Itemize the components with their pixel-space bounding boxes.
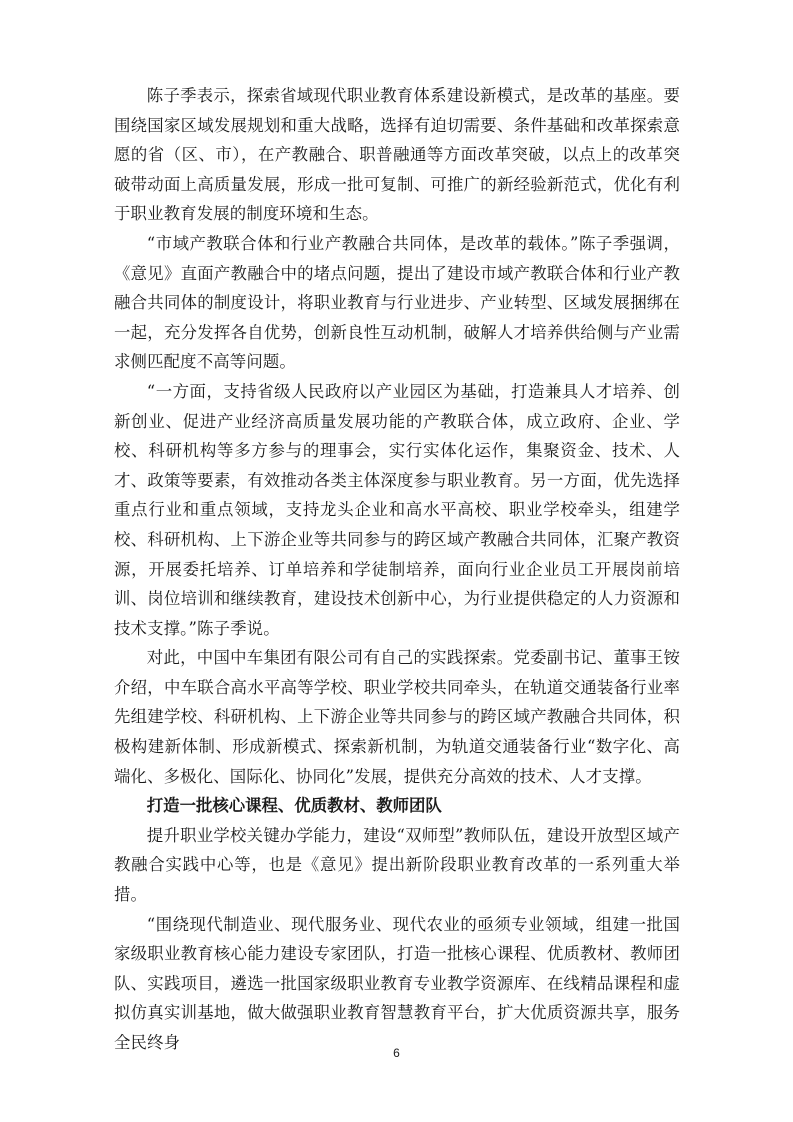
paragraph-5: 提升职业学校关键办学能力，建设“双师型”教师队伍，建设开放型区域产教融合实践中心等，也是《意见》提出新阶段职业教育改革的一系列重大举措。 — [114, 825, 680, 905]
paragraph-6: “围绕现代制造业、现代服务业、现代农业的亟须专业领域，组建一批国家级职业教育核心能力建设专家团队，打造一批核心课程、优质教材、教师团队、实践项目，遴选一批国家级职业教育专业教学资源库、在线精品课程和虚拟仿真实训基地，做大做强职业教育智慧教育平台，扩大优质资源共享，服务全民终身 — [114, 914, 680, 1052]
page-number: 6 — [393, 1046, 400, 1060]
paragraph-2: “市域产教联合体和行业产教融合共同体，是改革的载体。”陈子季强调，《意见》直面产教融合中的堵点问题，提出了建设市域产教联合体和行业产教融合共同体的制度设计，将职业教育与行业进步、产业转型、区域发展捆绑在一起，充分发挥各自优势，创新良性互动机制，破解人才培养供给侧与产业需求侧匹配度不高等问题。 — [114, 233, 680, 372]
paragraph-4: 对此，中国中车集团有限公司有自己的实践探索。党委副书记、董事王铵介绍，中车联合高水平高等学校、职业学校共同牵头，在轨道交通装备行业率先组建学校、科研机构、上下游企业等共同参与的跨区域产教融合共同体，积极构建新体制、形成新模式、探索新机制，为轨道交通装备行业“数字化、高端化、多极化、国际化、协同化”发展，提供充分高效的技术、人才支撑。 — [114, 648, 680, 786]
paragraph-3: “一方面，支持省级人民政府以产业园区为基础，打造兼具人才培养、创新创业、促进产业经济高质量发展功能的产教联合体，成立政府、企业、学校、科研机构等多方参与的理事会，实行实体化运作，集聚资金、技术、人才、政策等要素，有效推动各类主体深度参与职业教育。另一方面，优先选择重点行业和重点领域，支持龙头企业和高水平高校、职业学校牵头，组建学校、科研机构、上下游企业等共同参与的跨区域产教融合共同体，汇聚产教资源，开展委托培养、订单培养和学徒制培养，面向行业企业员工开展岗前培训、岗位培训和继续教育，建设技术创新中心，为行业提供稳定的人力资源和技术支撑。”陈子季说。 — [114, 381, 680, 638]
paragraph-1: 陈子季表示，探索省域现代职业教育体系建设新模式，是改革的基座。要围绕国家区域发展规划和重大战略，选择有迫切需要、条件基础和改革探索意愿的省（区、市），在产教融合、职普融通等方面改革突破，以点上的改革突破带动面上高质量发展，形成一批可复制、可推广的新经验新范式，优化有利于职业教育发展的制度环境和生态。 — [114, 86, 680, 224]
section-heading: 打造一批核心课程、优质教材、教师团队 — [146, 796, 442, 816]
document-body — [114, 81, 680, 1058]
